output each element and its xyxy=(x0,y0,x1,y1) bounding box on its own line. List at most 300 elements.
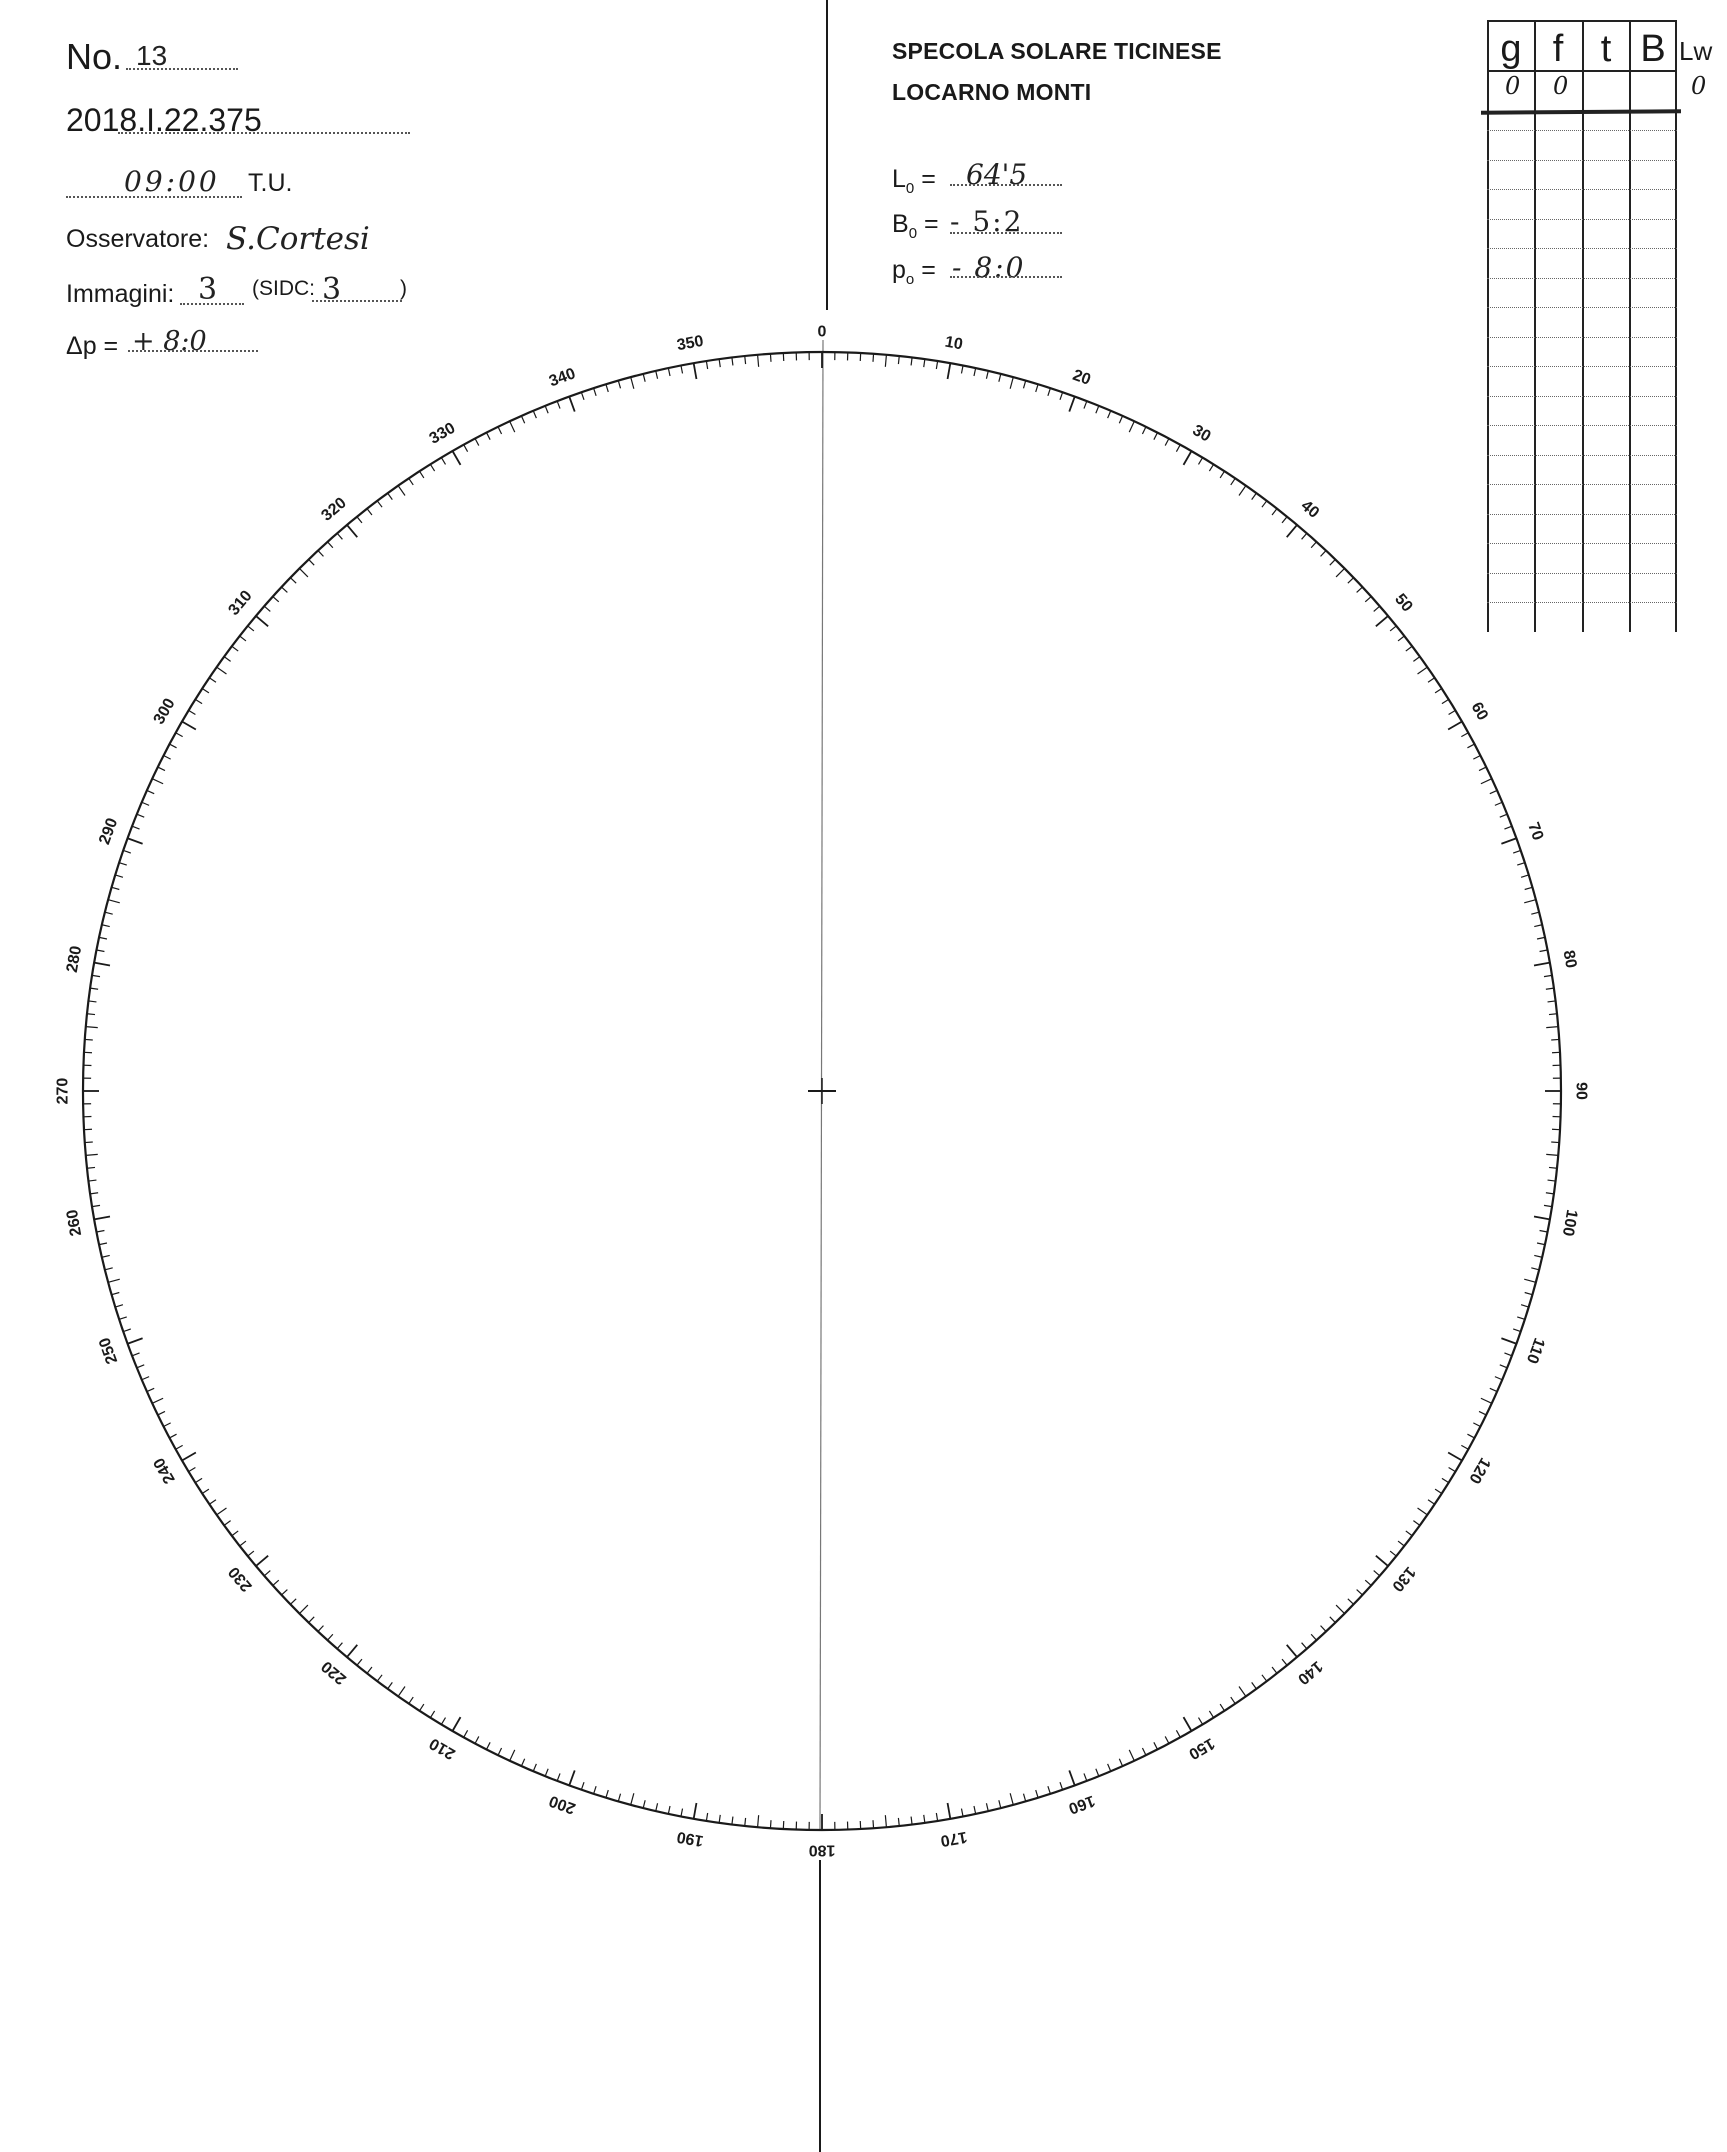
col-header-t: t xyxy=(1600,28,1612,70)
tick-mark xyxy=(108,900,120,903)
tick-mark xyxy=(282,587,288,592)
angle-label-210: 210 xyxy=(426,1734,459,1763)
tick-mark xyxy=(1413,657,1419,662)
tick-mark xyxy=(1119,1759,1122,1766)
number-value: 13 xyxy=(136,40,168,71)
tick-mark xyxy=(1365,597,1371,602)
tick-mark xyxy=(873,354,874,362)
tick-mark xyxy=(1501,1338,1516,1343)
tick-mark xyxy=(1531,1268,1539,1270)
tick-mark xyxy=(1231,1697,1235,1704)
table-row-line xyxy=(1487,396,1677,397)
tick-mark xyxy=(1490,1388,1497,1391)
tick-mark xyxy=(142,1377,149,1380)
tick-mark xyxy=(1448,722,1462,730)
angle-label-320: 320 xyxy=(318,494,350,525)
tick-mark xyxy=(182,1453,196,1461)
date-dots xyxy=(118,132,410,134)
angle-label-130: 130 xyxy=(1388,1563,1419,1595)
angle-label-300: 300 xyxy=(150,695,179,728)
tick-mark xyxy=(189,710,196,714)
tick-mark xyxy=(694,1803,697,1819)
tick-mark xyxy=(1154,1742,1158,1749)
tick-mark xyxy=(347,1645,357,1657)
value-g: 0 xyxy=(1505,72,1521,100)
tick-mark xyxy=(948,1803,951,1819)
tick-mark xyxy=(1495,802,1502,805)
tick-mark xyxy=(569,397,574,412)
angle-label-60: 60 xyxy=(1467,699,1492,724)
tick-mark xyxy=(1390,1551,1396,1556)
tick-mark xyxy=(1546,1193,1554,1194)
tick-mark xyxy=(1500,1365,1507,1368)
tick-mark xyxy=(1449,710,1456,714)
tick-mark xyxy=(87,1014,95,1015)
tick-mark xyxy=(377,501,382,507)
tick-mark xyxy=(1108,1764,1111,1771)
delta-p-label: Δp = xyxy=(66,332,119,360)
tick-mark xyxy=(1129,1750,1134,1761)
tick-mark xyxy=(105,1268,113,1270)
tick-mark xyxy=(123,850,131,853)
tick-mark xyxy=(1287,525,1297,537)
images-dots xyxy=(180,303,244,305)
tick-mark xyxy=(273,1580,279,1585)
tick-mark xyxy=(92,975,100,976)
tick-mark xyxy=(1023,1794,1025,1802)
tick-mark xyxy=(656,1803,658,1811)
tick-mark xyxy=(290,1599,296,1605)
angle-label-50: 50 xyxy=(1391,590,1416,616)
tick-mark xyxy=(1069,397,1074,412)
tick-mark xyxy=(999,1800,1001,1808)
sidc-close: ) xyxy=(400,277,407,300)
table-row-line xyxy=(1487,543,1677,544)
tick-mark xyxy=(732,1817,733,1825)
tick-mark xyxy=(948,363,951,379)
tick-mark xyxy=(1524,1279,1536,1282)
delta-p-value: + 8:0 xyxy=(132,326,207,357)
tick-mark xyxy=(1129,421,1134,432)
tick-mark xyxy=(1060,392,1063,400)
tick-mark xyxy=(217,667,227,674)
angle-label-340: 340 xyxy=(546,365,578,391)
tick-mark xyxy=(1184,451,1192,465)
tick-mark xyxy=(1060,1782,1063,1790)
tick-mark xyxy=(1374,606,1380,611)
number-dots xyxy=(126,68,238,70)
tick-mark xyxy=(115,1305,123,1307)
angle-label-280: 280 xyxy=(63,944,86,974)
tick-mark xyxy=(1252,493,1257,499)
tick-mark xyxy=(112,1292,120,1294)
tick-mark xyxy=(1357,587,1363,592)
tick-mark xyxy=(224,1521,230,1526)
tick-mark xyxy=(924,359,925,367)
tick-mark xyxy=(1467,1434,1474,1438)
tick-mark xyxy=(498,1748,502,1755)
L0-dots xyxy=(950,184,1062,186)
tick-mark xyxy=(1442,1478,1449,1482)
tick-mark xyxy=(986,1803,988,1811)
tick-mark xyxy=(1537,1243,1545,1245)
tick-mark xyxy=(885,1815,886,1827)
tick-mark xyxy=(115,875,123,877)
angle-label-330: 330 xyxy=(426,419,459,448)
table-row-line xyxy=(1487,130,1677,131)
tick-mark xyxy=(1413,1521,1419,1526)
tick-mark xyxy=(594,1786,596,1794)
angle-label-30: 30 xyxy=(1189,421,1214,446)
tick-mark xyxy=(1096,406,1099,413)
tick-mark xyxy=(1428,678,1435,682)
tick-mark xyxy=(1513,850,1521,853)
tick-mark xyxy=(152,1398,163,1403)
tick-mark xyxy=(273,597,279,602)
tick-mark xyxy=(643,374,645,382)
table-row-line xyxy=(1487,602,1677,603)
B0-dots xyxy=(950,232,1062,234)
angle-label-220: 220 xyxy=(318,1657,350,1688)
tick-mark xyxy=(1495,1377,1502,1380)
col-header-g: g xyxy=(1500,28,1522,70)
tick-mark xyxy=(732,358,733,366)
tick-mark xyxy=(398,486,405,496)
tick-mark xyxy=(668,1806,670,1814)
tick-mark xyxy=(1517,1317,1525,1319)
tick-mark xyxy=(328,1634,333,1640)
table-row-line xyxy=(1487,484,1677,485)
tick-mark xyxy=(1376,1556,1388,1566)
observer-label: Osservatore: xyxy=(66,225,210,253)
tick-mark xyxy=(99,937,107,939)
tick-mark xyxy=(1321,551,1326,557)
tick-mark xyxy=(1534,925,1542,927)
tick-mark xyxy=(1540,1230,1548,1232)
tick-mark xyxy=(217,1508,227,1515)
sidc-label: (SIDC: xyxy=(252,277,315,300)
tick-mark xyxy=(1108,411,1111,418)
tick-mark xyxy=(885,355,886,367)
P0-dots xyxy=(950,276,1062,278)
tick-mark xyxy=(1448,1453,1462,1461)
table-row-line xyxy=(1487,337,1677,338)
angle-label-200: 200 xyxy=(546,1791,578,1817)
tick-mark xyxy=(92,1205,100,1206)
tick-mark xyxy=(94,963,110,966)
images-value: 3 xyxy=(198,272,218,307)
sidc-dots xyxy=(312,300,402,302)
angle-label-90: 90 xyxy=(1572,1082,1590,1100)
tick-mark xyxy=(1390,626,1396,631)
tick-mark xyxy=(681,1809,683,1817)
tick-mark xyxy=(1473,756,1480,760)
tick-mark xyxy=(475,1736,479,1743)
table-row-line xyxy=(1487,189,1677,190)
tick-mark xyxy=(99,1243,107,1245)
tick-mark xyxy=(1524,900,1536,903)
tick-mark xyxy=(1521,875,1529,877)
tick-mark xyxy=(1084,401,1087,408)
tick-mark xyxy=(119,1317,127,1319)
tick-mark xyxy=(142,802,149,805)
tick-mark xyxy=(1376,616,1388,626)
tick-mark xyxy=(1302,1643,1307,1649)
tick-mark xyxy=(1036,1790,1038,1798)
tick-mark xyxy=(441,458,445,465)
tick-mark xyxy=(1165,439,1169,446)
tick-mark xyxy=(86,1027,98,1028)
tick-mark xyxy=(1525,1292,1533,1294)
time-dots xyxy=(66,196,242,198)
angle-label-250: 250 xyxy=(96,1335,122,1367)
tick-mark xyxy=(202,689,209,693)
tick-mark xyxy=(1428,1500,1435,1504)
tick-mark xyxy=(1461,1445,1468,1449)
tick-mark xyxy=(1165,1736,1169,1743)
tick-mark xyxy=(1435,689,1442,693)
tick-mark xyxy=(1048,1786,1050,1794)
B0-value: - 5:2 xyxy=(950,205,1024,238)
angle-label-70: 70 xyxy=(1524,820,1547,843)
tick-mark xyxy=(1239,1687,1246,1697)
tick-mark xyxy=(758,1815,759,1827)
value-lw: 0 xyxy=(1691,72,1707,100)
tick-mark xyxy=(398,1687,405,1697)
tick-mark xyxy=(119,863,127,865)
tick-mark xyxy=(986,371,988,379)
table-row-line xyxy=(1487,425,1677,426)
tick-mark xyxy=(1010,1793,1013,1805)
P0-value: - 8:0 xyxy=(952,251,1026,284)
P0-label: $p_o$ = xyxy=(892,256,936,288)
tick-mark xyxy=(430,1711,434,1718)
angle-label-10: 10 xyxy=(943,333,965,354)
tick-mark xyxy=(152,779,163,784)
tick-mark xyxy=(299,1605,307,1613)
tick-mark xyxy=(1198,458,1202,465)
tick-mark xyxy=(1449,1467,1456,1471)
tick-mark xyxy=(694,363,697,379)
tick-mark xyxy=(557,401,560,408)
tick-mark xyxy=(1010,377,1013,389)
tick-mark xyxy=(758,355,759,367)
tick-mark xyxy=(1549,1014,1557,1015)
tick-mark xyxy=(1336,568,1344,576)
tick-mark xyxy=(87,1167,95,1168)
tick-mark xyxy=(1398,1541,1404,1546)
tick-mark xyxy=(89,1001,97,1002)
tick-mark xyxy=(656,371,658,379)
tick-mark xyxy=(1473,1423,1480,1427)
tick-mark xyxy=(232,646,238,651)
angle-label-0: 0 xyxy=(817,323,827,341)
date-value: 2018.I.22.375 xyxy=(66,102,262,138)
tick-mark xyxy=(299,568,307,576)
tick-mark xyxy=(475,439,479,446)
tick-mark xyxy=(388,493,393,499)
tick-mark xyxy=(1461,733,1468,737)
tick-mark xyxy=(309,559,315,565)
angle-label-120: 120 xyxy=(1465,1454,1494,1487)
tick-mark xyxy=(936,361,937,369)
tick-mark xyxy=(264,1571,270,1576)
tick-mark xyxy=(1220,1704,1224,1711)
tick-mark xyxy=(618,1794,620,1802)
time-unit: T.U. xyxy=(248,169,293,197)
table-row-line xyxy=(1487,573,1677,574)
tick-mark xyxy=(453,451,461,465)
tick-mark xyxy=(681,366,683,374)
tick-mark xyxy=(209,678,216,682)
tick-mark xyxy=(498,427,502,434)
tick-mark xyxy=(108,1279,120,1282)
institution-line2: LOCARNO MONTI xyxy=(892,79,1092,105)
tick-mark xyxy=(1357,1590,1363,1595)
tick-mark xyxy=(147,790,154,793)
table-thick-rule xyxy=(1481,109,1681,114)
B0-label: $B_0$ = xyxy=(892,210,939,242)
angle-label-310: 310 xyxy=(225,587,256,619)
tick-mark xyxy=(209,1500,216,1504)
tick-mark xyxy=(631,377,634,389)
tick-mark xyxy=(770,354,771,362)
tick-mark xyxy=(668,368,670,376)
tick-mark xyxy=(974,368,976,376)
tick-mark xyxy=(487,433,491,440)
tick-mark xyxy=(164,756,171,760)
tick-mark xyxy=(1220,471,1224,478)
tick-mark xyxy=(1036,384,1038,392)
tick-mark xyxy=(1365,1580,1371,1585)
angle-label-150: 150 xyxy=(1185,1734,1218,1763)
tick-mark xyxy=(1262,1675,1267,1681)
angle-label-140: 140 xyxy=(1294,1657,1326,1688)
tick-mark xyxy=(86,1154,98,1155)
tick-mark xyxy=(719,1815,720,1823)
tick-mark xyxy=(367,509,372,515)
tick-mark xyxy=(1548,1180,1556,1181)
tick-mark xyxy=(898,1818,899,1826)
angle-label-350: 350 xyxy=(675,332,705,355)
tick-mark xyxy=(202,1489,209,1493)
table-row-line xyxy=(1487,366,1677,367)
table-row-line xyxy=(1487,307,1677,308)
tick-mark xyxy=(85,1142,93,1143)
tick-mark xyxy=(367,1667,372,1673)
tick-mark xyxy=(1406,646,1412,651)
tick-mark xyxy=(643,1800,645,1808)
tick-mark xyxy=(1481,1398,1492,1403)
tick-mark xyxy=(128,1338,143,1343)
tick-mark xyxy=(1544,1205,1552,1206)
tick-mark xyxy=(1551,1039,1559,1040)
tick-mark xyxy=(1504,1353,1511,1356)
tick-mark xyxy=(90,988,98,989)
tick-mark xyxy=(581,392,584,400)
tick-mark xyxy=(1546,988,1554,989)
tick-mark xyxy=(1517,863,1525,865)
tick-mark xyxy=(533,411,536,418)
angle-label-80: 80 xyxy=(1559,948,1580,970)
tick-mark xyxy=(290,578,296,584)
observer-value: S.Cortesi xyxy=(226,221,370,257)
tick-mark xyxy=(1198,1718,1202,1725)
tick-mark xyxy=(911,358,912,366)
tick-mark xyxy=(189,1467,196,1471)
tick-mark xyxy=(1084,1773,1087,1780)
table-row-line xyxy=(1487,248,1677,249)
tick-mark xyxy=(1048,388,1050,396)
angle-label-100: 100 xyxy=(1558,1208,1581,1238)
tick-mark xyxy=(89,1180,97,1181)
tick-mark xyxy=(770,1820,771,1828)
tick-mark xyxy=(1513,1329,1521,1332)
tick-mark xyxy=(1546,1027,1558,1028)
tick-mark xyxy=(1418,1508,1428,1515)
table-col-line xyxy=(1582,20,1584,632)
angle-label-40: 40 xyxy=(1297,497,1323,522)
tick-mark xyxy=(1287,1645,1297,1657)
tick-mark xyxy=(1481,779,1492,784)
tick-mark xyxy=(706,361,707,369)
angle-label-180: 180 xyxy=(808,1841,836,1859)
tick-mark xyxy=(430,464,434,471)
tick-mark xyxy=(240,636,246,641)
tick-mark xyxy=(510,1750,515,1761)
tick-mark xyxy=(409,1697,413,1704)
tick-mark xyxy=(137,1365,144,1368)
tick-mark xyxy=(420,1704,424,1711)
tick-mark xyxy=(1479,1411,1486,1415)
tick-mark xyxy=(1142,427,1146,434)
tick-mark xyxy=(97,950,105,952)
tick-mark xyxy=(240,1541,246,1546)
tick-mark xyxy=(1282,517,1287,523)
tick-mark xyxy=(1336,1605,1344,1613)
tick-mark xyxy=(1023,381,1025,389)
L0-label: $L_0$ = xyxy=(892,165,936,197)
tick-mark xyxy=(533,1764,536,1771)
tick-mark xyxy=(158,767,165,771)
tick-mark xyxy=(1490,790,1497,793)
table-row-line xyxy=(1487,514,1677,515)
tick-mark xyxy=(232,1531,238,1536)
tick-mark xyxy=(176,733,183,737)
tick-mark xyxy=(745,1818,746,1826)
tick-mark xyxy=(1374,1571,1380,1576)
tick-mark xyxy=(606,384,608,392)
tick-mark xyxy=(318,1626,323,1632)
angle-label-240: 240 xyxy=(150,1454,179,1487)
tick-mark xyxy=(545,1769,548,1776)
tick-mark xyxy=(388,1682,393,1688)
tick-mark xyxy=(1176,445,1180,452)
tick-mark xyxy=(132,1353,139,1356)
time-value: 09:00 xyxy=(124,165,220,198)
tick-mark xyxy=(1330,559,1336,565)
angle-label-230: 230 xyxy=(225,1563,256,1595)
tick-mark xyxy=(102,1255,110,1257)
tick-mark xyxy=(158,1411,165,1415)
tick-mark xyxy=(1537,937,1545,939)
tick-mark xyxy=(1544,975,1552,976)
tick-mark xyxy=(961,1809,963,1817)
tick-mark xyxy=(1435,1489,1442,1493)
tick-mark xyxy=(409,478,413,485)
tick-mark xyxy=(1549,1167,1557,1168)
tick-mark xyxy=(1231,478,1235,485)
